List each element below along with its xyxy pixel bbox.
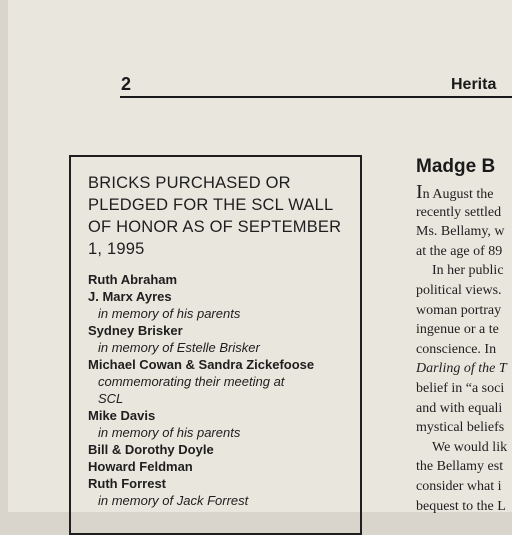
box-title: BRICKS PURCHASED OR PLEDGED FOR THE SCL WALL OF HONOR AS OF SEPTEMBER 1, 1995 [88, 174, 342, 258]
article-line [416, 497, 512, 517]
dedication-note: commemorating their meeting at [98, 374, 285, 389]
article-line-text: ingenue or a te [416, 322, 499, 338]
article-line-text: woman portray [416, 302, 502, 318]
article-line-text: recently settled [416, 204, 502, 220]
dedication-note: in memory of his parents [98, 425, 241, 440]
donor-name: J. Marx Ayres [88, 289, 172, 304]
article-line [416, 242, 512, 262]
article-line-text: belief in “a soci [416, 380, 505, 396]
article-line-text: and with equali [416, 400, 503, 416]
article-line-text: the Bellamy est [416, 459, 504, 475]
article-line [416, 301, 512, 321]
article-line [416, 261, 512, 281]
article-line-text: Ms. Bellamy, w [416, 224, 505, 240]
donor-name: Bill & Dorothy Doyle [88, 442, 214, 457]
article-line [416, 340, 512, 360]
donor-name: Michael Cowan & Sandra Zickefoose [88, 357, 315, 372]
drop-cap: I [416, 181, 423, 203]
header-rule [120, 96, 512, 98]
dedication-note: in memory of his parents [98, 306, 241, 321]
donor-name: Ruth Forrest [88, 476, 166, 491]
article-line [416, 477, 512, 497]
article-line-text: mystical beliefs [416, 420, 505, 436]
article-line-text: at the age of 89 [416, 243, 503, 259]
donor-name: Mike Davis [88, 408, 156, 423]
article-line-text: consider what i [416, 478, 502, 494]
article-line [416, 183, 512, 203]
article-line-text: Darling of the T [416, 361, 507, 377]
article-line-text: In her public [432, 263, 504, 279]
article-line [416, 379, 512, 399]
article-line [416, 203, 512, 223]
article-line-text: We would lik [432, 439, 508, 455]
article-line [416, 418, 512, 438]
donor-name: Howard Feldman [88, 459, 193, 474]
article-line-text: political views. [416, 282, 502, 298]
donor-name: Ruth Abraham [88, 272, 178, 287]
honor-list [88, 271, 358, 509]
article-line [416, 281, 512, 301]
article-column [416, 183, 512, 516]
dedication-note: SCL [98, 391, 124, 406]
article-line [416, 438, 512, 458]
dedication-note: in memory of Jack Forrest [98, 493, 249, 508]
article-line-text: bequest to the L [416, 498, 506, 514]
article-line [416, 457, 512, 477]
running-title: Herita [451, 76, 497, 93]
article-line [416, 399, 512, 419]
article-title: Madge B [416, 156, 496, 177]
dedication-note: in memory of Estelle Brisker [98, 340, 260, 355]
article-line-text: conscience. In [416, 341, 497, 357]
article-line [416, 222, 512, 242]
article-line-text: n August the [422, 187, 494, 202]
article-line [416, 320, 512, 340]
donor-name: Sydney Brisker [88, 323, 183, 338]
article-line [416, 359, 512, 379]
page-number: 2 [121, 74, 132, 94]
